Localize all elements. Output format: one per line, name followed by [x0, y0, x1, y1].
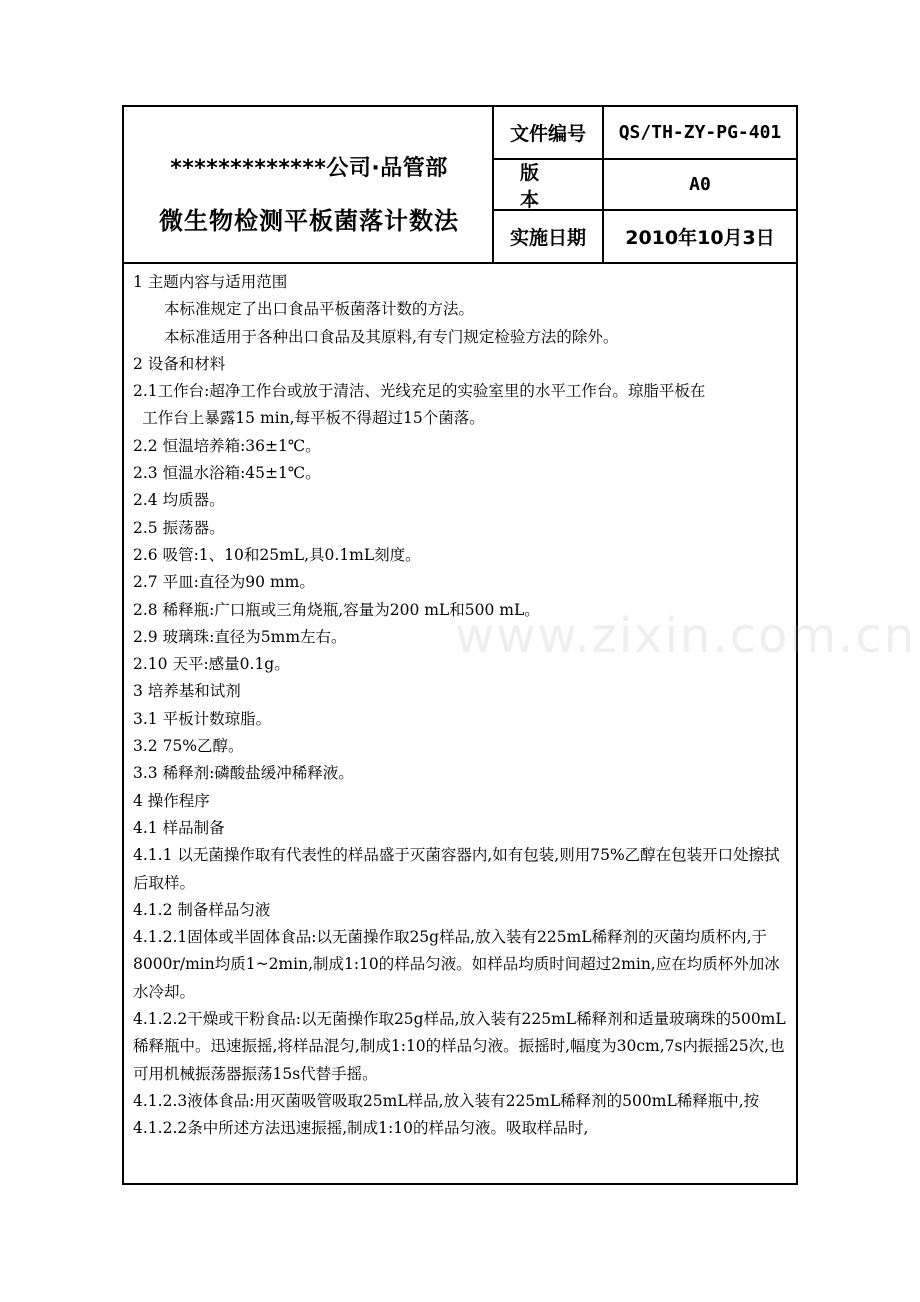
- version-label: 版本: [494, 160, 604, 209]
- paragraph: 4.1.2.3液体食品:用灭菌吸管吸取25mL样品,放入装有225mL稀释剂的500mL稀释瓶中,按4.1.2.2条中所述方法迅速振摇,制成1:10的样品匀液。吸取样品时,: [133, 1091, 760, 1138]
- doc-number-label: 文件编号: [494, 107, 604, 158]
- document-body: [124, 264, 796, 1143]
- paragraph: 本标准适用于各种出口食品及其原料,有专门规定检验方法的除外。: [164, 327, 619, 346]
- paragraph: 2.7 平皿:直径为90 mm。: [133, 573, 315, 592]
- doc-number-value: QS/TH-ZY-PG-401: [618, 122, 782, 143]
- paragraph: 2.9 玻璃珠:直径为5mm左右。: [133, 627, 347, 646]
- effective-date-row: [494, 211, 796, 262]
- effective-date-label: 实施日期: [494, 211, 604, 262]
- title-cell: [124, 107, 494, 262]
- section-heading: 4 操作程序: [133, 791, 210, 810]
- document-title: 微生物检测平板菌落计数法: [159, 207, 459, 235]
- paragraph: 2.8 稀释瓶:广口瓶或三角烧瓶,容量为200 mL和500 mL。: [133, 600, 540, 619]
- company-name: *************公司·品管部: [170, 156, 448, 181]
- paragraph: 3.3 稀释剂:磷酸盐缓冲稀释液。: [133, 764, 354, 783]
- doc-number-row: [494, 107, 796, 160]
- section-heading: 2 设备和材料: [133, 354, 226, 373]
- watermark: www.zixin.com.cn: [455, 608, 917, 664]
- paragraph: 2.3 恒温水浴箱:45±1℃。: [133, 464, 321, 483]
- paragraph: 4.1.1 以无菌操作取有代表性的样品盛于灭菌容器内,如有包装,则用75%乙醇在包装开口处擦拭后取样。: [133, 846, 780, 892]
- paragraph: 3.1 平板计数琼脂。: [133, 709, 272, 728]
- paragraph: 4.1.2.2干燥或干粉食品:以无菌操作取25g样品,放入装有225mL稀释剂和适量玻璃珠的500mL稀释瓶中。迅速振摇,将样品混匀,制成1:10的样品匀液。振摇时,幅度为30cm,7s内振摇25次,也可用机械振荡器振荡15s代替手摇。: [133, 1010, 786, 1083]
- paragraph: 2.2 恒温培养箱:36±1℃。: [133, 436, 321, 455]
- section-heading: 3 培养基和试剂: [133, 682, 241, 701]
- paragraph: 4.1.2.1固体或半固体食品:以无菌操作取25g样品,放入装有225mL稀释剂的灭菌均质杯内,于8000r/min均质1~2min,制成1:10的样品匀液。如样品均质时间超过2min,应在均质杯外加冰水冷却。: [133, 928, 780, 1001]
- effective-date-value: 2010年10月3日: [625, 227, 775, 249]
- paragraph: 3.2 75%乙醇。: [133, 737, 244, 756]
- paragraph: 2.10 天平:感量0.1g。: [133, 655, 290, 674]
- paragraph: 工作台上暴露15 min,每平板不得超过15个菌落。: [142, 409, 485, 428]
- paragraph: 本标准规定了出口食品平板菌落计数的方法。: [164, 300, 475, 319]
- paragraph: 4.1 样品制备: [133, 818, 225, 837]
- paragraph: 2.1工作台:超净工作台或放于清洁、光线充足的实验室里的水平工作台。琼脂平板在: [133, 382, 706, 401]
- document-header: [124, 107, 796, 264]
- paragraph: 2.4 均质器。: [133, 491, 225, 510]
- version-row: [494, 160, 796, 211]
- paragraph: 2.5 振荡器。: [133, 518, 225, 537]
- document-page: [122, 105, 798, 1185]
- paragraph: 4.1.2 制备样品匀液: [133, 900, 271, 919]
- version-value: A0: [689, 174, 711, 195]
- section-heading: 1 主题内容与适用范围: [133, 273, 288, 291]
- paragraph: 2.6 吸管:1、10和25mL,具0.1mL刻度。: [133, 545, 421, 564]
